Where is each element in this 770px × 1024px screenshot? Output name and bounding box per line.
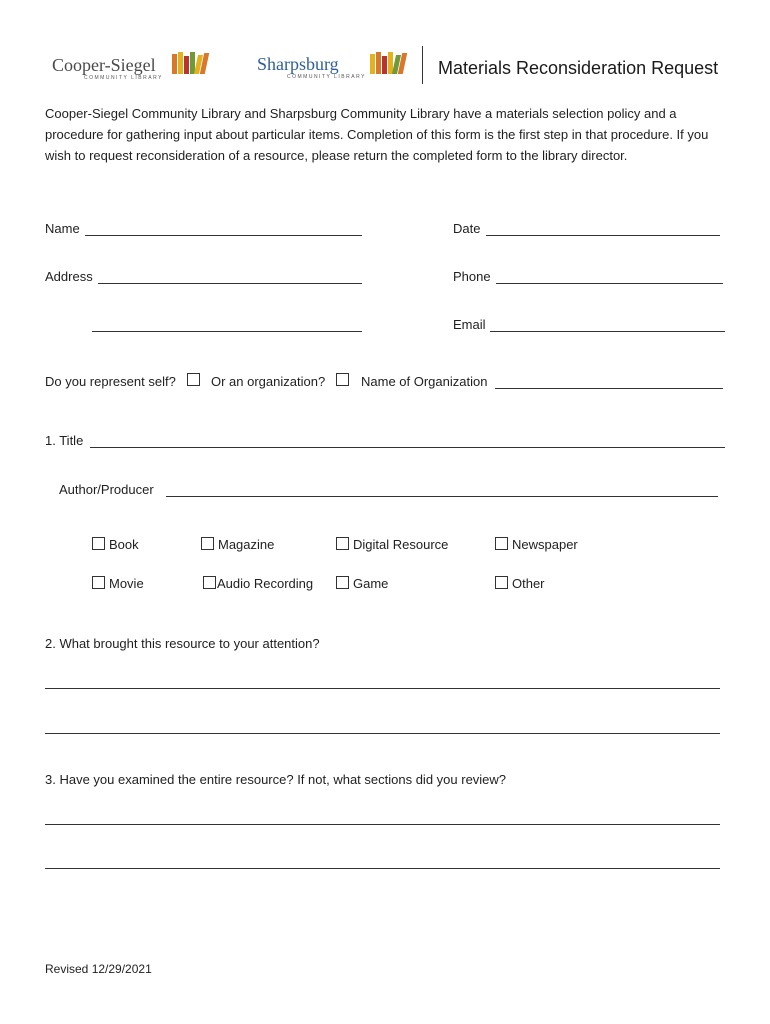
type-book-checkbox[interactable] xyxy=(92,537,105,550)
books-icon xyxy=(172,52,208,74)
type-magazine-option[interactable] xyxy=(201,537,274,552)
intro-paragraph: Cooper-Siegel Community Library and Sharpsburg Community Library have a materials selection policy and a procedure for gathering input about particular items. Completion of this form is the first step in that procedure. If you wish to request reconsideration of a resource, please return the completed form to the library director. xyxy=(45,106,709,163)
type-other-label: Other xyxy=(512,576,545,591)
phone-label: Phone xyxy=(453,269,491,284)
question-2: 2. What brought this resource to your attention? xyxy=(45,636,320,651)
represent-self-label: Do you represent self? xyxy=(45,374,176,389)
type-magazine-label: Magazine xyxy=(218,537,275,552)
q2-answer-line-1[interactable] xyxy=(45,688,720,689)
type-magazine-checkbox[interactable] xyxy=(201,537,214,550)
type-audio-option[interactable] xyxy=(203,576,313,591)
type-audio-label: Audio Recording xyxy=(217,576,314,591)
author-field[interactable] xyxy=(166,496,718,497)
page-title: Materials Reconsideration Request xyxy=(438,58,719,78)
email-field[interactable] xyxy=(490,331,725,332)
question-3: 3. Have you examined the entire resource? If not, what sections did you review? xyxy=(45,772,507,787)
type-other-option[interactable] xyxy=(495,576,545,591)
q2-answer-line-2[interactable] xyxy=(45,733,720,734)
represent-self-checkbox[interactable] xyxy=(187,373,200,386)
type-newspaper-checkbox[interactable] xyxy=(495,537,508,550)
address-label: Address xyxy=(45,269,93,284)
type-newspaper-option[interactable] xyxy=(495,537,578,552)
represent-org-label: Or an organization? xyxy=(211,374,326,389)
represent-org-checkbox[interactable] xyxy=(336,373,349,386)
address-line-2-field[interactable] xyxy=(92,331,362,332)
name-field[interactable] xyxy=(85,235,362,236)
org-name-field[interactable] xyxy=(495,388,723,389)
sharpsburg-logo xyxy=(257,54,366,80)
type-book-label: Book xyxy=(109,537,139,552)
date-label: Date xyxy=(453,221,481,236)
type-game-label: Game xyxy=(353,576,389,591)
email-label: Email xyxy=(453,317,486,332)
cooper-siegel-logo-name: Cooper-Siegel xyxy=(52,55,156,75)
type-movie-option[interactable] xyxy=(92,576,144,591)
sharpsburg-logo-name: Sharpsburg xyxy=(257,54,339,74)
type-newspaper-label: Newspaper xyxy=(512,537,578,552)
type-digital-label: Digital Resource xyxy=(353,537,449,552)
q3-answer-line-2[interactable] xyxy=(45,868,720,869)
q3-answer-line-1[interactable] xyxy=(45,824,720,825)
author-label: Author/Producer xyxy=(59,482,154,497)
header-divider xyxy=(422,46,423,84)
phone-field[interactable] xyxy=(496,283,723,284)
type-digital-option[interactable] xyxy=(336,537,448,552)
revision-date: Revised 12/29/2021 xyxy=(45,962,152,976)
type-movie-checkbox[interactable] xyxy=(92,576,105,589)
type-digital-checkbox[interactable] xyxy=(336,537,349,550)
title-field[interactable] xyxy=(90,447,725,448)
books-icon xyxy=(370,52,406,74)
cooper-siegel-logo-sub: COMMUNITY LIBRARY xyxy=(84,75,163,81)
org-name-label: Name of Organization xyxy=(361,374,488,389)
type-other-checkbox[interactable] xyxy=(495,576,508,589)
type-game-option[interactable] xyxy=(336,576,388,591)
type-movie-label: Movie xyxy=(109,576,144,591)
address-field[interactable] xyxy=(98,283,362,284)
type-game-checkbox[interactable] xyxy=(336,576,349,589)
cooper-siegel-logo xyxy=(52,55,163,81)
date-field[interactable] xyxy=(486,235,720,236)
title-label: 1. Title xyxy=(45,433,84,448)
sharpsburg-logo-sub: COMMUNITY LIBRARY xyxy=(287,74,366,80)
type-audio-checkbox[interactable] xyxy=(203,576,216,589)
type-book-option[interactable] xyxy=(92,537,139,552)
name-label: Name xyxy=(45,221,80,236)
